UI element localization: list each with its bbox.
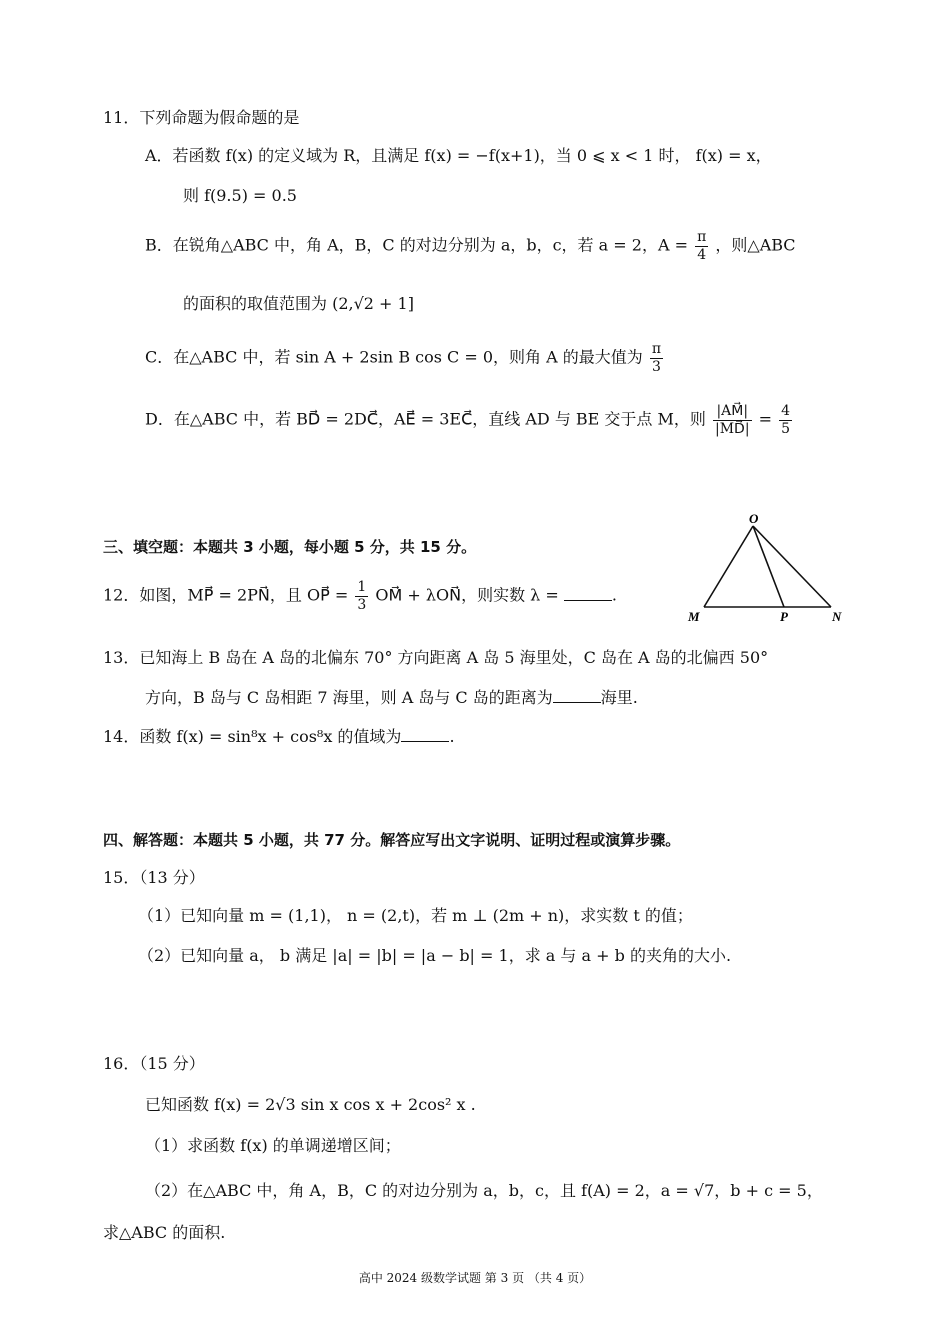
q16-part2: （2）在△ABC 中，角 A，B，C 的对边分别为 a，b，c，且 f(A) = 2，a = √7，b + c = 5， (145, 1181, 823, 1200)
section-3-heading: 三、填空题：本题共 3 小题，每小题 5 分，共 15 分。 (103, 538, 477, 556)
fraction-numerator: π (651, 341, 662, 357)
q13-answer-blank[interactable] (553, 688, 601, 703)
label-o: O (749, 511, 759, 526)
section-4-heading: 四、解答题：本题共 5 小题，共 77 分。解答应写出文字说明、证明过程或演算步骤。 (103, 831, 681, 849)
q11-option-d-text: D．在△ABC 中，若 BD⃗ = 2DC⃗，AE⃗ = 3EC⃗，直线 AD 与 BE 交于点 M，则 (145, 409, 706, 429)
segment-on (753, 526, 831, 607)
q15-part2: （2）已知向量 a， b 满足 |a| = |b| = |a − b| = 1，求 a 与 a + b 的夹角的大小. (138, 946, 732, 965)
q11-option-d-ratio (713, 404, 752, 436)
q11-option-a-line1: A．若函数 f(x) 的定义域为 R，且满足 f(x) = −f(x+1)，当 0 ⩽ x < 1 时， f(x) = x， (145, 146, 772, 165)
q11-option-a-line2: 则 f(9.5) = 0.5 (183, 186, 297, 205)
q11-option-d-fraction (779, 404, 792, 436)
fraction-numerator: π (697, 229, 707, 245)
segment-op (753, 526, 784, 607)
q14-end: . (449, 727, 455, 746)
fraction-numerator: |AM⃗| (713, 404, 752, 421)
q11-option-d-equals: = (758, 409, 773, 429)
q11-option-b-line2: 的面积的取值范围为 (2,√2 + 1] (183, 294, 414, 313)
q12-end: . (611, 585, 617, 605)
label-p: P (780, 609, 788, 624)
fraction-denominator: 3 (357, 596, 367, 613)
q15-part1: （1）已知向量 m = (1,1)， n = (2,t)，若 m ⊥ (2m + n)，求实数 t 的值； (138, 906, 693, 925)
q13-line2 (145, 688, 638, 706)
fraction-denominator: |MD⃗| (715, 420, 750, 437)
q12-text-post: OM⃗ + λON⃗，则实数 λ = (375, 585, 559, 605)
q16-given: 已知函数 f(x) = 2√3 sin x cos x + 2cos² x . (145, 1095, 476, 1114)
q14-answer-blank[interactable] (401, 727, 449, 742)
label-m: M (688, 609, 700, 624)
q11-option-d (145, 404, 794, 436)
q14 (103, 727, 455, 745)
q11-option-b-fraction (695, 230, 708, 262)
fraction-denominator: 3 (652, 358, 661, 375)
q16-part2-cont: 求△ABC 的面积. (103, 1223, 226, 1242)
page-footer: 高中 2024 级数学试题 第 3 页 （共 4 页） (358, 1271, 592, 1285)
q11-option-c-fraction (650, 342, 663, 374)
q13-text: 方向，B 岛与 C 岛相距 7 海里，则 A 岛与 C 岛的距离为 (145, 688, 553, 707)
q11-option-c-text: C．在△ABC 中，若 sin A + 2sin B cos C = 0，则角 A 的最大值为 (145, 347, 643, 367)
q11-option-c (145, 342, 665, 374)
triangle-figure (680, 510, 850, 625)
label-n: N (832, 609, 842, 624)
q15-heading: 15．（13 分） (103, 868, 205, 887)
q12 (103, 580, 617, 612)
q14-text: 14．函数 f(x) = sin⁸x + cos⁸x 的值域为 (103, 727, 402, 746)
q12-answer-blank[interactable] (564, 586, 612, 601)
fraction-denominator: 5 (781, 420, 791, 437)
q12-fraction (355, 580, 368, 612)
q16-heading: 16．（15 分） (103, 1054, 205, 1073)
q16-part1: （1）求函数 f(x) 的单调递增区间； (145, 1136, 401, 1155)
q11-option-b-tail: ，则△ABC (715, 235, 796, 255)
fraction-numerator: 4 (781, 403, 791, 419)
q11-stem: 11．下列命题为假命题的是 (103, 108, 300, 127)
q13-line1: 13．已知海上 B 岛在 A 岛的北偏东 70° 方向距离 A 岛 5 海里处，C 岛在 A 岛的北偏西 50° (103, 648, 769, 667)
q13-unit: 海里. (600, 688, 638, 707)
segment-om (704, 526, 753, 607)
q12-text-pre: 12．如图，MP⃗ = 2PN⃗，且 OP⃗ = (103, 585, 349, 605)
q11-option-b-text: B．在锐角△ABC 中，角 A，B，C 的对边分别为 a，b，c，若 a = 2，A = (145, 235, 688, 255)
fraction-numerator: 1 (357, 579, 367, 595)
fraction-denominator: 4 (697, 246, 707, 263)
q11-option-b-line1 (145, 230, 796, 262)
